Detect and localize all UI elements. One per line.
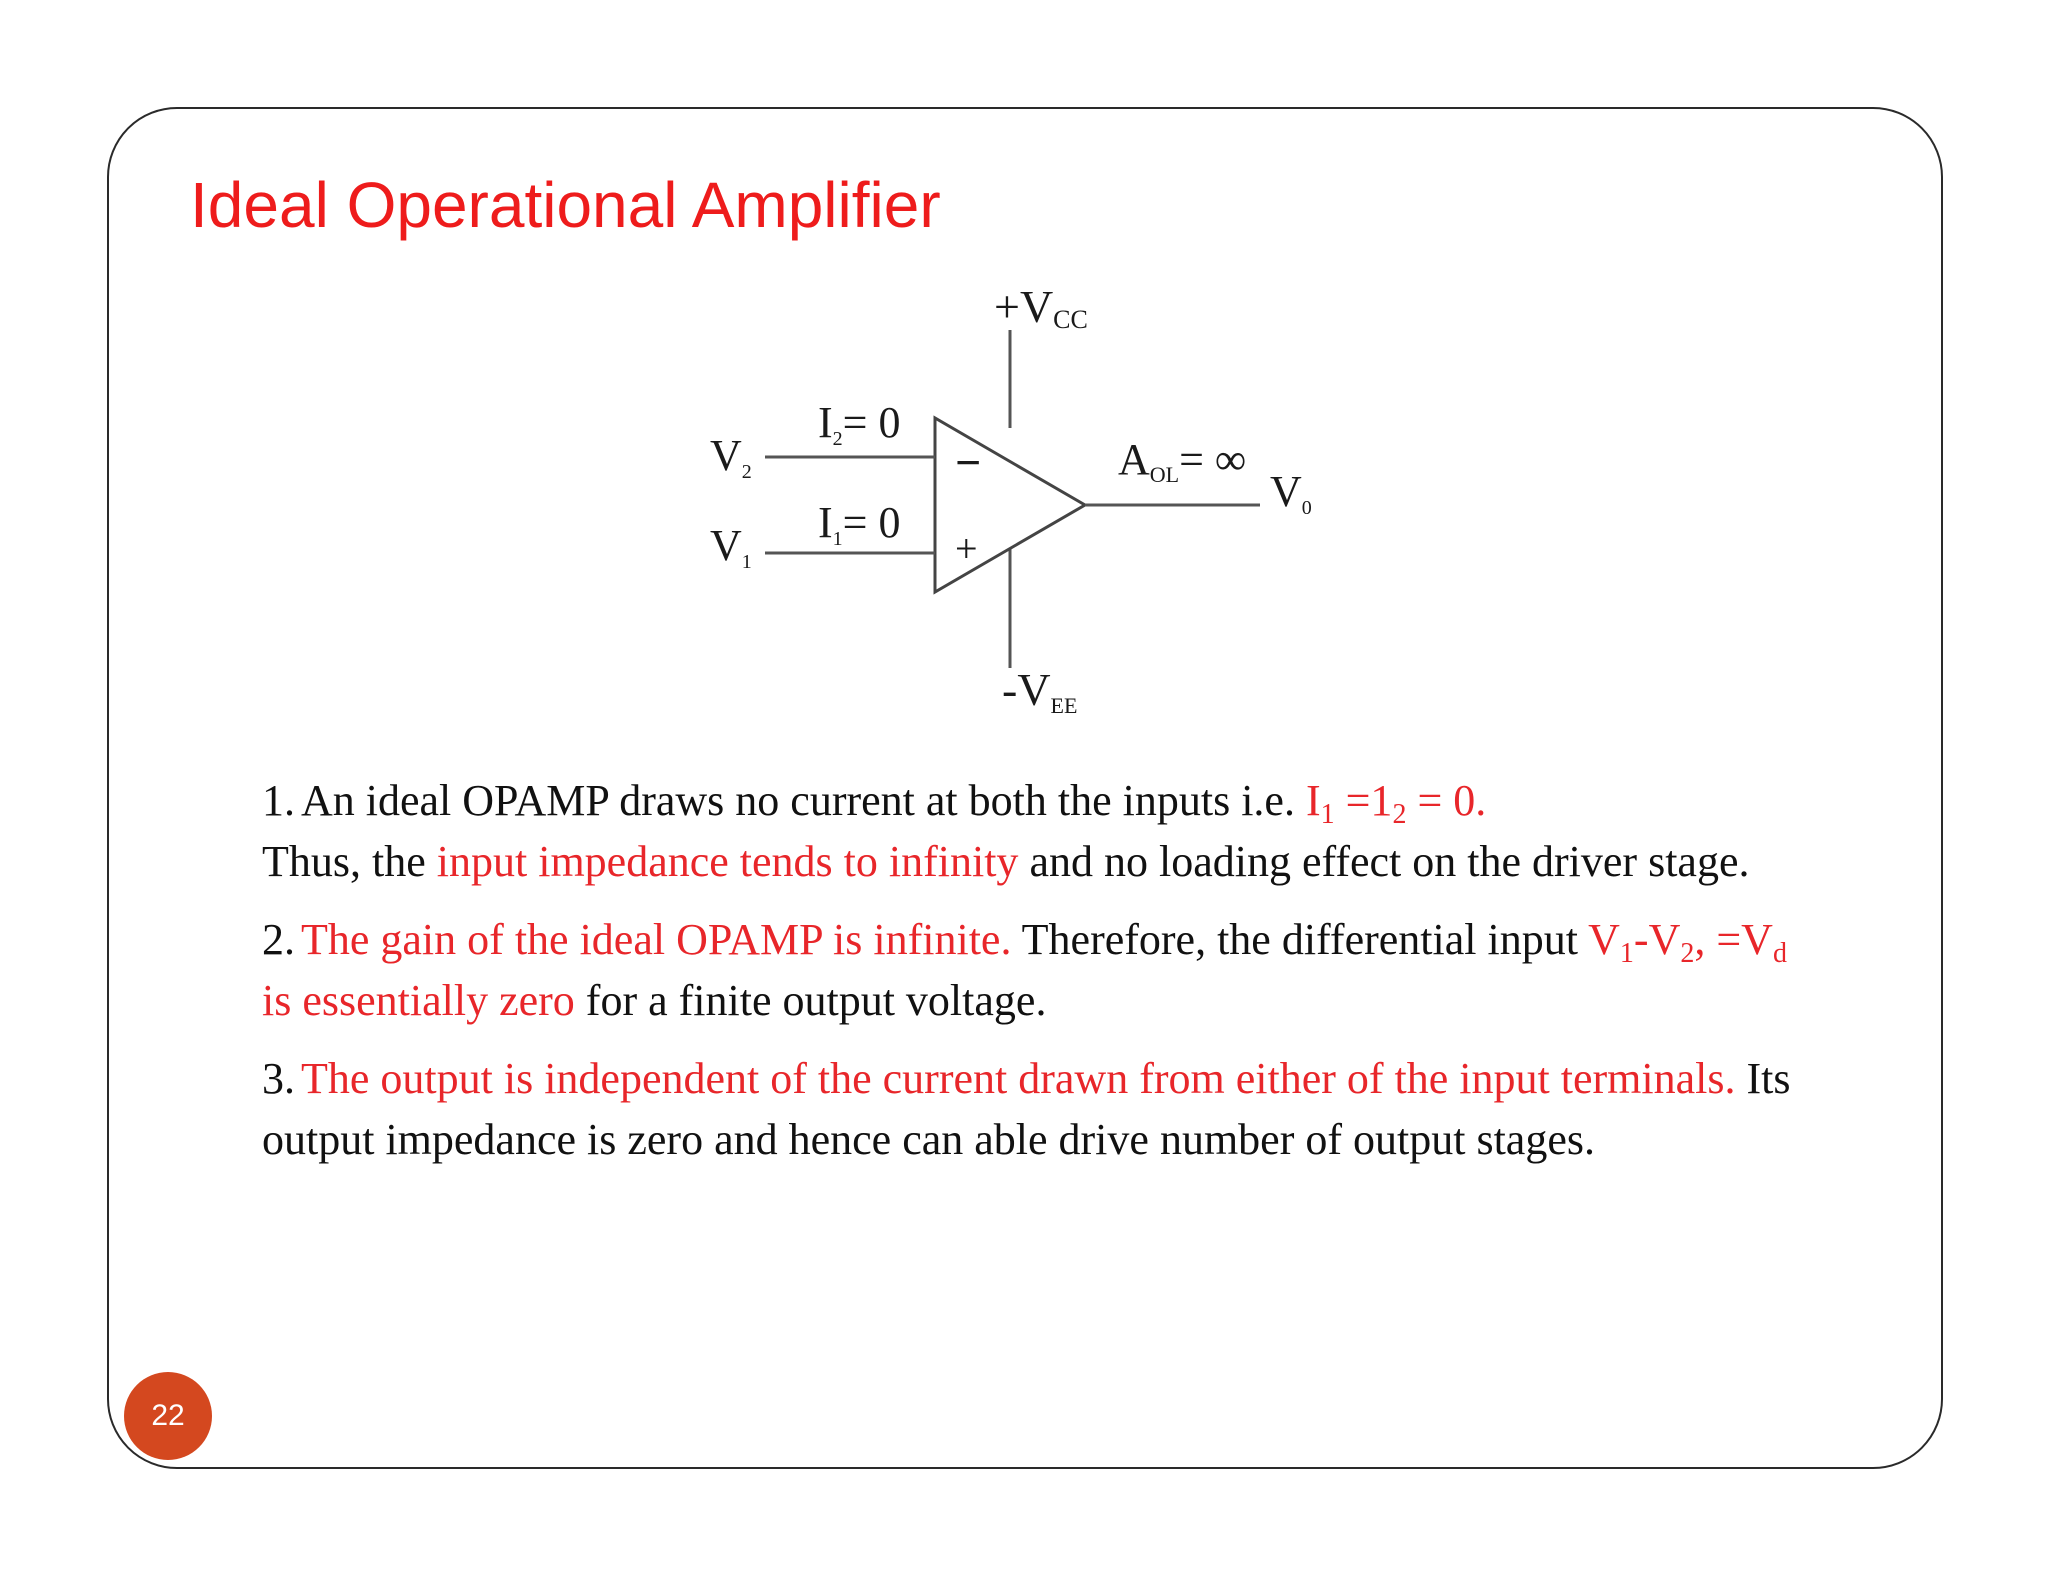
gain-label: AOL= ∞ — [1118, 435, 1247, 487]
slide-title: Ideal Operational Amplifier — [190, 169, 941, 241]
point-3: 3. The output is independent of the current drawn from either of the input terminals. Its output impedance is zero and hence can able drive number of output stages. — [262, 1054, 1791, 1164]
v1-label: V1 — [710, 521, 752, 573]
vee-label: -VEE — [1002, 664, 1078, 718]
v2-label: V2 — [710, 431, 752, 483]
point-1: 1. An ideal OPAMP draws no current at both the inputs i.e. $I_1 =1_2 = 0$. Thus, the input impedance tends to infinity and no loading effect on the driver stage. — [262, 776, 1750, 886]
vout-label: V0 — [1270, 467, 1312, 519]
noninverting-symbol: + — [955, 526, 978, 571]
vcc-label: +VCC — [994, 281, 1088, 334]
i1-label: I1= 0 — [818, 498, 901, 550]
points-list — [262, 770, 1822, 1187]
page-number-badge: 22 — [124, 1372, 212, 1460]
inverting-symbol: − — [955, 437, 982, 488]
i2-label: I2= 0 — [818, 398, 901, 450]
point-2: 2. The gain of the ideal OPAMP is infinite. Therefore, the differential input $V_1-V_2$, $=V_d$ is essentially zero for a finite output voltage. — [262, 915, 1787, 1025]
